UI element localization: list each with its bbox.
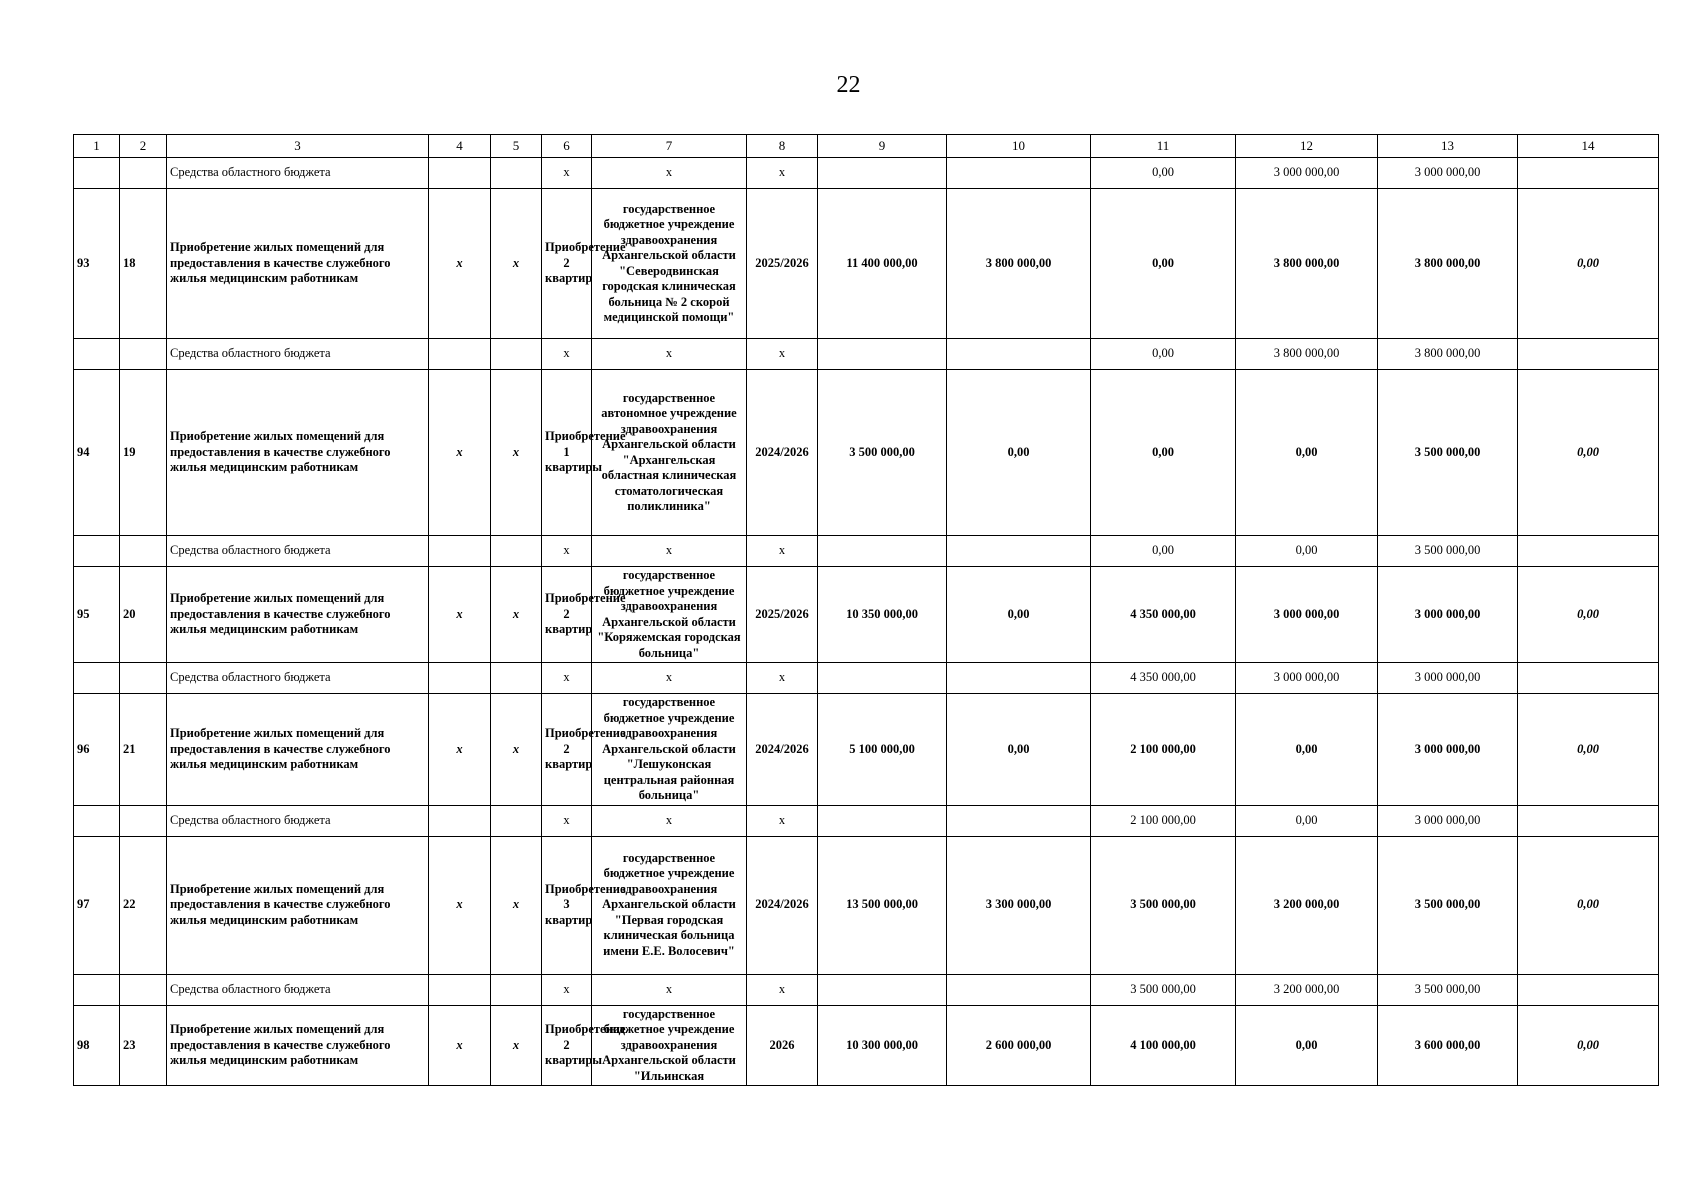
cell-col6: х — [542, 158, 592, 189]
amount-col10: 3 300 000,00 — [947, 836, 1091, 974]
empty-cell — [1518, 536, 1659, 567]
amount-col12: 0,00 — [1236, 1005, 1378, 1086]
funding-source-label: Средства областного бюджета — [167, 974, 429, 1005]
amount-col14: 0,00 — [1518, 836, 1659, 974]
action-description: Приобретение 1 квартиры — [542, 370, 592, 536]
empty-cell — [74, 339, 120, 370]
cell-col6: х — [542, 339, 592, 370]
amount-col14: 0,00 — [1518, 1005, 1659, 1086]
cell-col8: х — [747, 805, 818, 836]
column-number: 9 — [818, 135, 947, 158]
amount-col10: 2 600 000,00 — [947, 1005, 1091, 1086]
empty-cell — [1518, 663, 1659, 694]
empty-cell — [491, 805, 542, 836]
funding-source-row — [74, 339, 1659, 370]
period-years: 2024/2026 — [747, 836, 818, 974]
empty-cell — [120, 974, 167, 1005]
amount-col11: 0,00 — [1091, 158, 1236, 189]
item-number: 20 — [120, 567, 167, 663]
amount-col11: 4 100 000,00 — [1091, 1005, 1236, 1086]
column-number-header — [74, 135, 1659, 158]
period-years: 2026 — [747, 1005, 818, 1086]
amount-col13: 3 000 000,00 — [1378, 694, 1518, 806]
column-number: 13 — [1378, 135, 1518, 158]
institution-name: государственное бюджетное учреждение здравоохранения Архангельской области "Лешуконская центральная районная больница" — [592, 694, 747, 806]
institution-name: государственное автономное учреждение здравоохранения Архангельской области "Архангельская областная клиническая стоматологическая поликлиника" — [592, 370, 747, 536]
amount-col11: 0,00 — [1091, 189, 1236, 339]
empty-cell — [947, 974, 1091, 1005]
amount-col11: 0,00 — [1091, 536, 1236, 567]
funding-source-label: Средства областного бюджета — [167, 805, 429, 836]
empty-cell — [74, 158, 120, 189]
cell-col7: х — [592, 805, 747, 836]
amount-col9: 13 500 000,00 — [818, 836, 947, 974]
budget-table — [73, 134, 1659, 1086]
cell-col5: х — [491, 567, 542, 663]
amount-col9: 10 300 000,00 — [818, 1005, 947, 1086]
empty-cell — [429, 536, 491, 567]
amount-col12: 0,00 — [1236, 805, 1378, 836]
action-description: Приобретение 2 квартир — [542, 189, 592, 339]
page-number: 22 — [836, 72, 861, 98]
amount-col13: 3 800 000,00 — [1378, 339, 1518, 370]
empty-cell — [1518, 974, 1659, 1005]
empty-cell — [429, 158, 491, 189]
column-number: 7 — [592, 135, 747, 158]
amount-col12: 3 200 000,00 — [1236, 974, 1378, 1005]
period-years: 2025/2026 — [747, 567, 818, 663]
amount-col14: 0,00 — [1518, 189, 1659, 339]
empty-cell — [1518, 158, 1659, 189]
empty-cell — [429, 974, 491, 1005]
cell-col4: х — [429, 1005, 491, 1086]
column-number: 5 — [491, 135, 542, 158]
cell-col8: х — [747, 536, 818, 567]
object-name: Приобретение жилых помещений для предоставления в качестве служебного жилья медицинским работникам — [167, 567, 429, 663]
amount-col9: 3 500 000,00 — [818, 370, 947, 536]
amount-col12: 0,00 — [1236, 536, 1378, 567]
cell-col7: х — [592, 663, 747, 694]
amount-col11: 4 350 000,00 — [1091, 567, 1236, 663]
empty-cell — [120, 536, 167, 567]
empty-cell — [429, 663, 491, 694]
cell-col8: х — [747, 974, 818, 1005]
cell-col4: х — [429, 694, 491, 806]
empty-cell — [947, 805, 1091, 836]
empty-cell — [491, 974, 542, 1005]
cell-col5: х — [491, 189, 542, 339]
cell-col7: х — [592, 536, 747, 567]
funding-source-label: Средства областного бюджета — [167, 158, 429, 189]
amount-col14: 0,00 — [1518, 567, 1659, 663]
column-number: 6 — [542, 135, 592, 158]
item-number: 23 — [120, 1005, 167, 1086]
cell-col5: х — [491, 836, 542, 974]
empty-cell — [947, 663, 1091, 694]
cell-col5: х — [491, 370, 542, 536]
empty-cell — [429, 339, 491, 370]
empty-cell — [120, 158, 167, 189]
cell-col6: х — [542, 805, 592, 836]
cell-col4: х — [429, 567, 491, 663]
item-number: 19 — [120, 370, 167, 536]
amount-col13: 3 800 000,00 — [1378, 189, 1518, 339]
empty-cell — [818, 805, 947, 836]
funding-source-label: Средства областного бюджета — [167, 536, 429, 567]
empty-cell — [1518, 339, 1659, 370]
amount-col12: 0,00 — [1236, 694, 1378, 806]
empty-cell — [491, 339, 542, 370]
amount-col13: 3 000 000,00 — [1378, 805, 1518, 836]
cell-col4: х — [429, 836, 491, 974]
cell-col8: х — [747, 339, 818, 370]
empty-cell — [818, 663, 947, 694]
funding-source-label: Средства областного бюджета — [167, 663, 429, 694]
amount-col12: 3 800 000,00 — [1236, 189, 1378, 339]
amount-col13: 3 500 000,00 — [1378, 536, 1518, 567]
amount-col14: 0,00 — [1518, 694, 1659, 806]
period-years: 2024/2026 — [747, 694, 818, 806]
funding-source-row — [74, 158, 1659, 189]
amount-col12: 3 200 000,00 — [1236, 836, 1378, 974]
amount-col13: 3 000 000,00 — [1378, 158, 1518, 189]
empty-cell — [947, 339, 1091, 370]
row-number: 98 — [74, 1005, 120, 1086]
column-number: 12 — [1236, 135, 1378, 158]
amount-col13: 3 600 000,00 — [1378, 1005, 1518, 1086]
object-name: Приобретение жилых помещений для предоставления в качестве служебного жилья медицинским работникам — [167, 370, 429, 536]
table-row — [74, 370, 1659, 536]
empty-cell — [120, 663, 167, 694]
column-number: 3 — [167, 135, 429, 158]
table-row — [74, 836, 1659, 974]
cell-col6: х — [542, 663, 592, 694]
amount-col9: 11 400 000,00 — [818, 189, 947, 339]
cell-col6: х — [542, 974, 592, 1005]
object-name: Приобретение жилых помещений для предоставления в качестве служебного жилья медицинским работникам — [167, 1005, 429, 1086]
amount-col13: 3 500 000,00 — [1378, 836, 1518, 974]
empty-cell — [120, 805, 167, 836]
amount-col10: 0,00 — [947, 567, 1091, 663]
column-number: 11 — [1091, 135, 1236, 158]
column-number: 14 — [1518, 135, 1659, 158]
column-number: 4 — [429, 135, 491, 158]
funding-source-row — [74, 536, 1659, 567]
institution-name: государственное бюджетное учреждение здравоохранения Архангельской области "Первая городская клиническая больница имени Е.Е. Волосевич" — [592, 836, 747, 974]
amount-col12: 3 800 000,00 — [1236, 339, 1378, 370]
empty-cell — [491, 536, 542, 567]
column-number: 10 — [947, 135, 1091, 158]
cell-col4: х — [429, 189, 491, 339]
column-number: 8 — [747, 135, 818, 158]
empty-cell — [491, 158, 542, 189]
row-number: 96 — [74, 694, 120, 806]
amount-col11: 2 100 000,00 — [1091, 694, 1236, 806]
amount-col11: 3 500 000,00 — [1091, 974, 1236, 1005]
amount-col9: 5 100 000,00 — [818, 694, 947, 806]
item-number: 21 — [120, 694, 167, 806]
empty-cell — [818, 974, 947, 1005]
institution-name: государственное бюджетное учреждение здравоохранения Архангельской области "Ильинская — [592, 1005, 747, 1086]
action-description: Приобретение 2 квартир — [542, 567, 592, 663]
empty-cell — [491, 663, 542, 694]
amount-col13: 3 500 000,00 — [1378, 974, 1518, 1005]
empty-cell — [429, 805, 491, 836]
cell-col7: х — [592, 974, 747, 1005]
table-row — [74, 189, 1659, 339]
amount-col11: 0,00 — [1091, 370, 1236, 536]
item-number: 22 — [120, 836, 167, 974]
empty-cell — [818, 339, 947, 370]
table-row — [74, 694, 1659, 806]
amount-col10: 3 800 000,00 — [947, 189, 1091, 339]
empty-cell — [74, 805, 120, 836]
empty-cell — [74, 663, 120, 694]
cell-col5: х — [491, 1005, 542, 1086]
amount-col11: 0,00 — [1091, 339, 1236, 370]
amount-col12: 3 000 000,00 — [1236, 663, 1378, 694]
empty-cell — [818, 158, 947, 189]
amount-col12: 3 000 000,00 — [1236, 567, 1378, 663]
amount-col13: 3 500 000,00 — [1378, 370, 1518, 536]
object-name: Приобретение жилых помещений для предоставления в качестве служебного жилья медицинским работникам — [167, 694, 429, 806]
object-name: Приобретение жилых помещений для предоставления в качестве служебного жилья медицинским работникам — [167, 189, 429, 339]
table-row — [74, 1005, 1659, 1086]
object-name: Приобретение жилых помещений для предоставления в качестве служебного жилья медицинским работникам — [167, 836, 429, 974]
cell-col7: х — [592, 339, 747, 370]
empty-cell — [1518, 805, 1659, 836]
institution-name: государственное бюджетное учреждение здравоохранения Архангельской области "Коряжемская городская больница" — [592, 567, 747, 663]
cell-col6: х — [542, 536, 592, 567]
amount-col12: 3 000 000,00 — [1236, 158, 1378, 189]
amount-col14: 0,00 — [1518, 370, 1659, 536]
empty-cell — [818, 536, 947, 567]
empty-cell — [74, 974, 120, 1005]
amount-col13: 3 000 000,00 — [1378, 663, 1518, 694]
institution-name: государственное бюджетное учреждение здравоохранения Архангельской области "Северодвинская городская клиническая больница № 2 скорой медицинской помощи" — [592, 189, 747, 339]
amount-col9: 10 350 000,00 — [818, 567, 947, 663]
empty-cell — [74, 536, 120, 567]
amount-col12: 0,00 — [1236, 370, 1378, 536]
amount-col10: 0,00 — [947, 694, 1091, 806]
cell-col4: х — [429, 370, 491, 536]
column-number: 1 — [74, 135, 120, 158]
amount-col11: 2 100 000,00 — [1091, 805, 1236, 836]
funding-source-row — [74, 663, 1659, 694]
cell-col7: х — [592, 158, 747, 189]
table-row — [74, 567, 1659, 663]
amount-col11: 3 500 000,00 — [1091, 836, 1236, 974]
row-number: 94 — [74, 370, 120, 536]
action-description: Приобретение 3 квартир — [542, 836, 592, 974]
funding-source-label: Средства областного бюджета — [167, 339, 429, 370]
row-number: 97 — [74, 836, 120, 974]
empty-cell — [947, 158, 1091, 189]
column-number: 2 — [120, 135, 167, 158]
funding-source-row — [74, 805, 1659, 836]
action-description: Приобретение 2 квартир — [542, 694, 592, 806]
cell-col8: х — [747, 663, 818, 694]
empty-cell — [947, 536, 1091, 567]
amount-col10: 0,00 — [947, 370, 1091, 536]
amount-col11: 4 350 000,00 — [1091, 663, 1236, 694]
empty-cell — [120, 339, 167, 370]
amount-col13: 3 000 000,00 — [1378, 567, 1518, 663]
cell-col8: х — [747, 158, 818, 189]
action-description: Приобретение 2 квартиры — [542, 1005, 592, 1086]
funding-source-row — [74, 974, 1659, 1005]
period-years: 2025/2026 — [747, 189, 818, 339]
row-number: 93 — [74, 189, 120, 339]
row-number: 95 — [74, 567, 120, 663]
item-number: 18 — [120, 189, 167, 339]
cell-col5: х — [491, 694, 542, 806]
period-years: 2024/2026 — [747, 370, 818, 536]
